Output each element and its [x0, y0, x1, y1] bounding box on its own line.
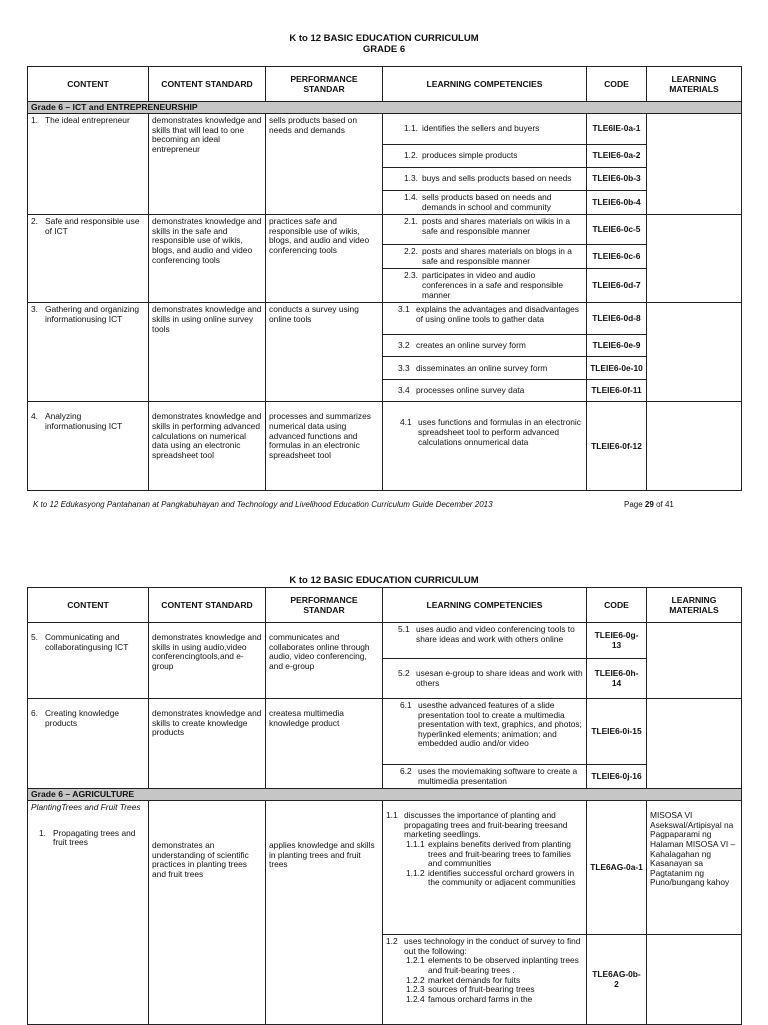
code-cell: TLEIE6-0b-3: [587, 168, 647, 191]
code-cell: TLEIE6-0h-14: [587, 659, 647, 699]
competency-cell: 6.2 uses the moviemaking software to create a multimedia presentation: [383, 765, 587, 789]
header-performance-standard: PERFORMANCE STANDAR: [266, 67, 383, 102]
header-learning-materials: LEARNING MATERIALS: [647, 67, 742, 102]
standard-cell: demonstrates knowledge and skills in using online survey tools: [149, 303, 266, 402]
materials-cell: [647, 935, 742, 1025]
header-code: CODE: [587, 67, 647, 102]
code-cell: TLEIE6-0e-9: [587, 335, 647, 357]
code-cell: TLEIE6-0d-8: [587, 303, 647, 335]
topic-label: PlantingTrees and Fruit Trees: [31, 802, 141, 813]
competency-cell: 5.2 usesan e-group to share ideas and work with others: [383, 659, 587, 699]
section-row: [28, 789, 742, 801]
materials-cell: [647, 402, 742, 491]
code-cell: TLEIE6-0b-4: [587, 191, 647, 215]
code-cell: TLEIE6-0i-15: [587, 699, 647, 765]
page1-subtitle: GRADE 6: [362, 44, 406, 55]
standard-cell: demonstrates an understanding of scientific practices in planting trees and fruit trees: [149, 801, 266, 1025]
code-cell: TLEIE6-0g-13: [587, 623, 647, 659]
materials-cell: [647, 215, 742, 303]
section-ict: Grade 6 – ICT and ENTREPRENEURSHIP: [28, 102, 742, 114]
page-number: Page 29 of 41: [624, 500, 674, 509]
materials-cell: [647, 303, 742, 402]
competency-cell: 1.2 uses technology in the conduct of survey to find out the following: 1.2.1 elements to be observed inplanting trees and fruit-bearing trees . 1.2.2 market demands for fuits 1.2.3 sources of fruit-bearing trees 1.2.4 famous orchard farms in the: [383, 935, 587, 1025]
materials-cell: [647, 623, 742, 699]
content-cell: PlantingTrees and Fruit Trees 1. Propagating trees and fruit trees: [28, 801, 149, 1025]
competency-cell: 3.1 explains the advantages and disadvantages of using online tools to gather data: [383, 303, 587, 335]
section-row: [28, 102, 742, 114]
content-cell: 6. Creating knowledge products: [28, 699, 149, 789]
header-code: CODE: [587, 588, 647, 623]
competency-cell: 2.3. participates in video and audio conferences in a safe and responsible manner: [383, 269, 587, 303]
performance-cell: processes and summarizes numerical data using advanced functions and formulas in an electronic spreadsheet tool: [266, 402, 383, 491]
competency-cell: 1.4. sells products based on needs and demands in school and community: [383, 191, 587, 215]
table-row: [28, 623, 742, 659]
materials-cell: [647, 114, 742, 215]
competency-cell: 1.2. produces simple products: [383, 145, 587, 168]
competency-cell: 3.2 creates an online survey form: [383, 335, 587, 357]
competency-cell: 2.2. posts and shares materials on blogs in a safe and responsible manner: [383, 245, 587, 269]
header-content-standard: CONTENT STANDARD: [149, 588, 266, 623]
table-row: [28, 114, 742, 145]
content-cell: 4. Analyzing informationusing ICT: [28, 402, 149, 491]
materials-cell: [647, 699, 742, 789]
header-row: [28, 67, 742, 102]
standard-cell: demonstrates knowledge and skills in using audio,video conferencingtools,and e-group: [149, 623, 266, 699]
section-agriculture: Grade 6 – AGRICULTURE: [28, 789, 742, 801]
table-row: [28, 699, 742, 765]
performance-cell: practices safe and responsible use of wikis, blogs, and audio and video conferencing tools: [266, 215, 383, 303]
code-cell: TLEIE6-0f-11: [587, 380, 647, 402]
code-cell: TLEIE6-0e-10: [587, 357, 647, 380]
code-cell: TLE6AG-0b- 2: [587, 935, 647, 1025]
standard-cell: demonstrates knowledge and skills in performing advanced calculations on numerical data using an electronic spreadsheet tool: [149, 402, 266, 491]
competency-cell: 1.3. buys and sells products based on needs: [383, 168, 587, 191]
competency-cell: 3.3 disseminates an online survey form: [383, 357, 587, 380]
table-row: [28, 402, 742, 491]
header-content-standard: CONTENT STANDARD: [149, 67, 266, 102]
competency-cell: 1.1. identifies the sellers and buyers: [383, 114, 587, 145]
competency-cell: 6.1 usesthe advanced features of a slide presentation tool to create a multimedia presentation with text, graphics, and photos; hyperlinked elements; animation; and embedded audio and/or video: [383, 699, 587, 765]
code-cell: TLEIE6-0c-5: [587, 215, 647, 245]
code-cell: TLEIE6-0f-12: [587, 402, 647, 491]
curriculum-table-page2: [27, 587, 742, 1025]
content-cell: 5. Communicating and collaboratingusing ICT: [28, 623, 149, 699]
performance-cell: conducts a survey using online tools: [266, 303, 383, 402]
standard-cell: demonstrates knowledge and skills in the safe and responsible use of wikis, blogs, and audio and video conferencing tools: [149, 215, 266, 303]
performance-cell: communicates and collaborates online through audio, video conferencing, and e-group: [266, 623, 383, 699]
competency-cell: 2.1. posts and shares materials on wikis in a safe and responsible manner: [383, 215, 587, 245]
header-learning-competencies: LEARNING COMPETENCIES: [383, 67, 587, 102]
curriculum-table-page1: [27, 66, 742, 491]
table-row: [28, 303, 742, 335]
page1-footer: K to 12 Edukasyong Pantahanan at Pangkabuhayan and Technology and Livelihood Education Curriculum Guide December 2013: [33, 500, 493, 509]
content-cell: 3. Gathering and organizing informationusing ICT: [28, 303, 149, 402]
page1-title: K to 12 BASIC EDUCATION CURRICULUM: [289, 33, 479, 44]
header-content: CONTENT: [28, 588, 149, 623]
standard-cell: demonstrates knowledge and skills to create knowledge products: [149, 699, 266, 789]
code-cell: TLE6AG-0a-1: [587, 801, 647, 935]
table-row: [28, 215, 742, 245]
content-cell: 2. Safe and responsible use of ICT: [28, 215, 149, 303]
content-cell: 1. The ideal entrepreneur: [28, 114, 149, 215]
header-performance-standard: PERFORMANCE STANDAR: [266, 588, 383, 623]
code-cell: TLEIE6-0d-7: [587, 269, 647, 303]
code-cell: TLEIE6-0j-16: [587, 765, 647, 789]
performance-cell: applies knowledge and skills in planting trees and fruit trees: [266, 801, 383, 1025]
header-learning-competencies: LEARNING COMPETENCIES: [383, 588, 587, 623]
header-row: [28, 588, 742, 623]
header-content: CONTENT: [28, 67, 149, 102]
standard-cell: demonstrates knowledge and skills that will lead to one becoming an ideal entrepreneur: [149, 114, 266, 215]
competency-cell: 4.1 uses functions and formulas in an electronic spreadsheet tool to perform advanced calculations onnumerical data: [383, 402, 587, 491]
code-cell: TLEIE6-0c-6: [587, 245, 647, 269]
competency-cell: 1.1 discusses the importance of planting and propagating trees and fruit-bearing treesand marketing seedlings. 1.1.1 explains benefits derived from planting trees and fruit-bearing trees to families and communities 1.1.2 identifies successful orchard growers in the community or adjacent communities: [383, 801, 587, 935]
performance-cell: sells products based on needs and demands: [266, 114, 383, 215]
header-learning-materials: LEARNING MATERIALS: [647, 588, 742, 623]
materials-cell: MISOSA VI Asekswal/Artipisyal na Pagpaparami ng Halaman MISOSA VI – Kahalagahan ng Kasanayan sa Pagtatanim ng Puno/bungang kahoy: [647, 801, 742, 935]
code-cell: TLE6IE-0a-1: [587, 114, 647, 145]
performance-cell: createsa multimedia knowledge product: [266, 699, 383, 789]
competency-cell: 3.4 processes online survey data: [383, 380, 587, 402]
competency-cell: 5.1 uses audio and video conferencing tools to share ideas and work with others online: [383, 623, 587, 659]
page2-title: K to 12 BASIC EDUCATION CURRICULUM: [289, 575, 479, 586]
table-row: [28, 801, 742, 935]
code-cell: TLEIE6-0a-2: [587, 145, 647, 168]
